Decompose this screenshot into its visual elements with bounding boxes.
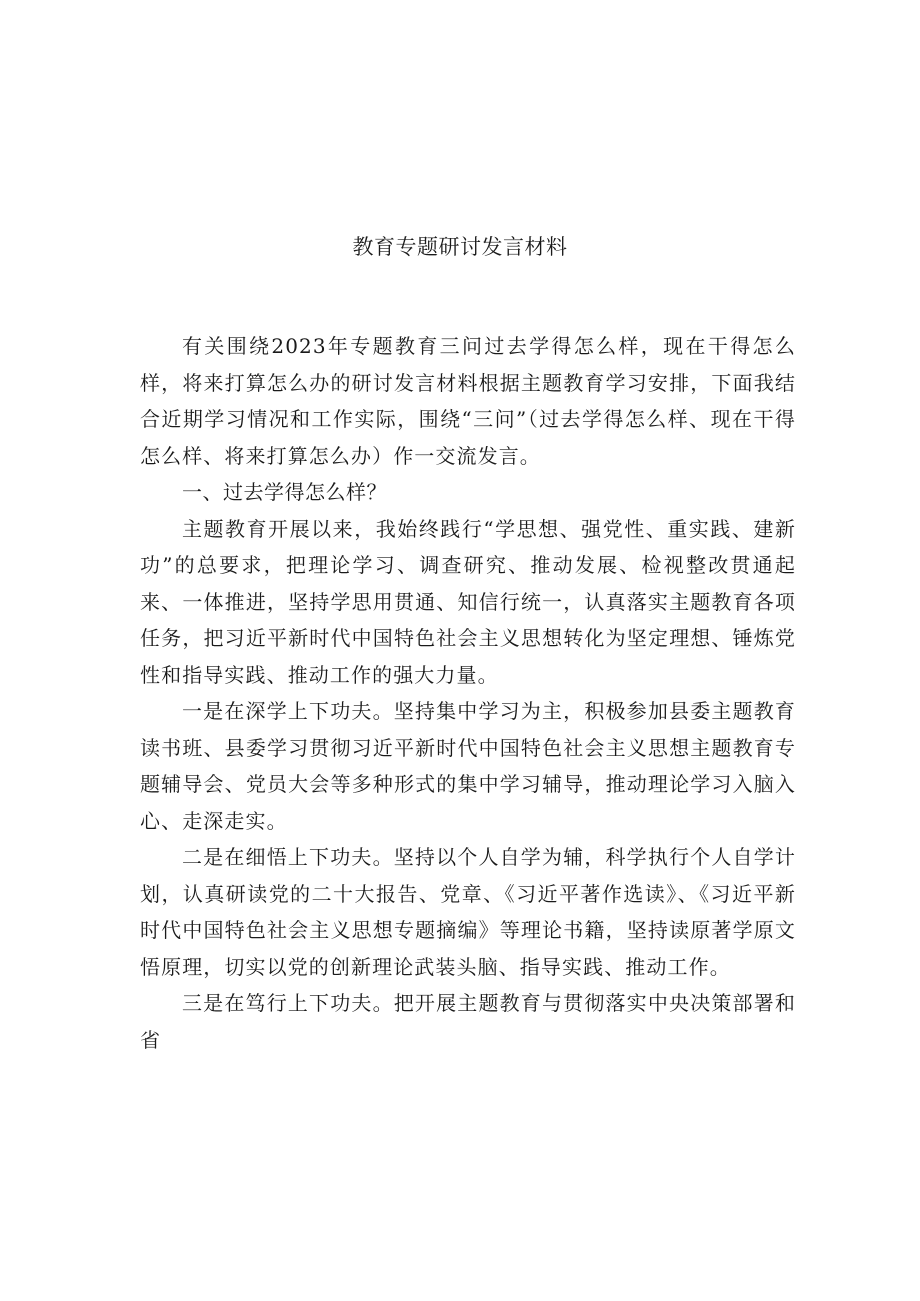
section-1-paragraph: 主题教育开展以来，我始终践行“学思想、强党性、重实践、建新功”的总要求，把理论学习、调查研究、推动发展、检视整改贯通起来、一体推进，坚持学思用贯通、知信行统一，认真落实主题教育各项任务，把习近平新时代中国特色社会主义思想转化为坚定理想、锤炼党性和指导实践、推动工作的强大力量。 — [140, 516, 796, 687]
document-body — [140, 328, 796, 1058]
section-heading-1: 一、过去学得怎么样？ — [182, 480, 387, 504]
point-3-paragraph: 三是在笃行上下功夫。把开展主题教育与贯彻落实中央决策部署和省 — [140, 991, 796, 1052]
document-title: 教育专题研讨发言材料 — [352, 235, 568, 259]
point-1-paragraph: 一是在深学上下功夫。坚持集中学习为主，积极参加县委主题教育读书班、县委学习贯彻习近平新时代中国特色社会主义思想主题教育专题辅导会、党员大会等多种形式的集中学习辅导，推动理论学习入脑入心、走深走实。 — [140, 699, 796, 833]
point-2-paragraph: 二是在细悟上下功夫。坚持以个人自学为辅，科学执行个人自学计划，认真研读党的二十大报告、党章、《习近平著作选读》、《习近平新时代中国特色社会主义思想专题摘编》等理论书籍，坚持读原著学原文悟原理，切实以党的创新理论武装头脑、指导实践、推动工作。 — [140, 845, 796, 979]
intro-paragraph: 有关围绕2023年专题教育三问过去学得怎么样，现在干得怎么样，将来打算怎么办的研讨发言材料根据主题教育学习安排，下面我结合近期学习情况和工作实际，围绕“三问”（过去学得怎么样、现在干得怎么样、将来打算怎么办）作一交流发言。 — [140, 334, 796, 468]
